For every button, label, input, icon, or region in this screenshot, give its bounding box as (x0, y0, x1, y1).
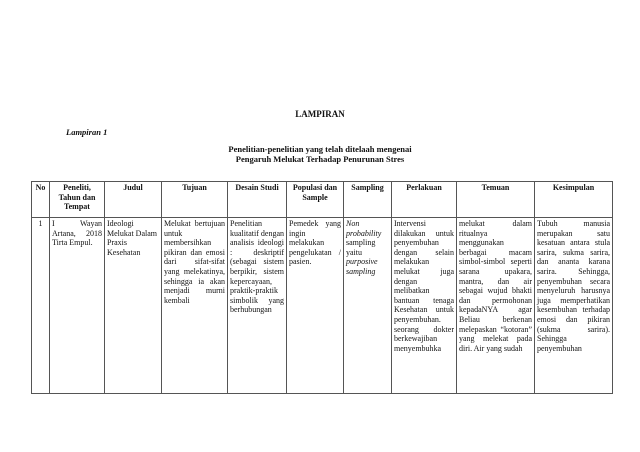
cell-peneliti: I Wayan Artana, 2018 Tirta Empul. (50, 218, 105, 394)
appendix-label: Lampiran 1 (66, 127, 108, 137)
cell-kesimpulan: Tubuh manusia merupakan satu kesatuan antara stula sarira, sukma sarira, dan ananta karana sarira. Sehingga, penyembuhan secara menyeluruh harusnya juga memperhatikan kesembuhan terhadap emosi dan pikiran (sukma sarira). Sehingga penyembuhan (535, 218, 613, 394)
research-table (31, 181, 613, 394)
table-caption (0, 144, 640, 164)
caption-line-1: Penelitian-penelitian yang telah ditelaah mengenai (228, 144, 412, 154)
header-no: No (32, 182, 50, 218)
header-desain-studi: Desain Studi (228, 182, 287, 218)
header-sampling: Sampling (344, 182, 392, 218)
page-heading: LAMPIRAN (295, 109, 345, 119)
header-kesimpulan: Kesimpulan (535, 182, 613, 218)
caption-line-2: Pengaruh Melukat Terhadap Penurunan Stres (235, 154, 405, 164)
table-header-row (32, 182, 613, 218)
sampling-italic-1: Non probability (346, 219, 382, 238)
cell-tujuan: Melukat bertujuan untuk membersihkan pikiran dan emosi dari sifat-sifat yang melekatinya, sehingga ia akan menjadi murni kembali (162, 218, 228, 394)
table-row (32, 218, 613, 394)
cell-desain: Penelitian kualitatif dengan analisis ideologi : deskriptif (sebagai sistem berpikir, sistem kepercayaan, praktik-praktik simbolik yang berhubungan (228, 218, 287, 394)
cell-judul: Ideologi Melukat Dalam Praxis Kesehatan (105, 218, 162, 394)
sampling-normal: sampling yaitu (346, 238, 376, 257)
cell-populasi: Pemedek yang ingin melakukan pengelukatan / pasien. (287, 218, 344, 394)
header-judul: Judul (105, 182, 162, 218)
header-populasi: Populasi dan Sample (287, 182, 344, 218)
header-tujuan: Tujuan (162, 182, 228, 218)
cell-temuan: melukat dalam ritualnya menggunakan berbagai macam simbol-simbol seperti sarana upakara, mantra, dan air sebagai wujud bhakti dan permohonan kepadaNYA agar Beliau berkenan melepaskan “kotoran” yang melekat pada diri. Air yang sudah (457, 218, 535, 394)
cell-no: 1 (32, 218, 50, 394)
header-temuan: Temuan (457, 182, 535, 218)
cell-sampling (344, 218, 392, 394)
sampling-italic-2: purposive sampling (346, 257, 378, 276)
header-peneliti: Peneliti, Tahun dan Tempat (50, 182, 105, 218)
header-perlakuan: Perlakuan (392, 182, 457, 218)
cell-perlakuan: Intervensi dilakukan untuk penyembuhan dengan selain melakukan melukat juga dengan melibatkan bantuan tenaga Kesehatan untuk penyembuhan. seorang dokter berkewajiban menyembuhka (392, 218, 457, 394)
